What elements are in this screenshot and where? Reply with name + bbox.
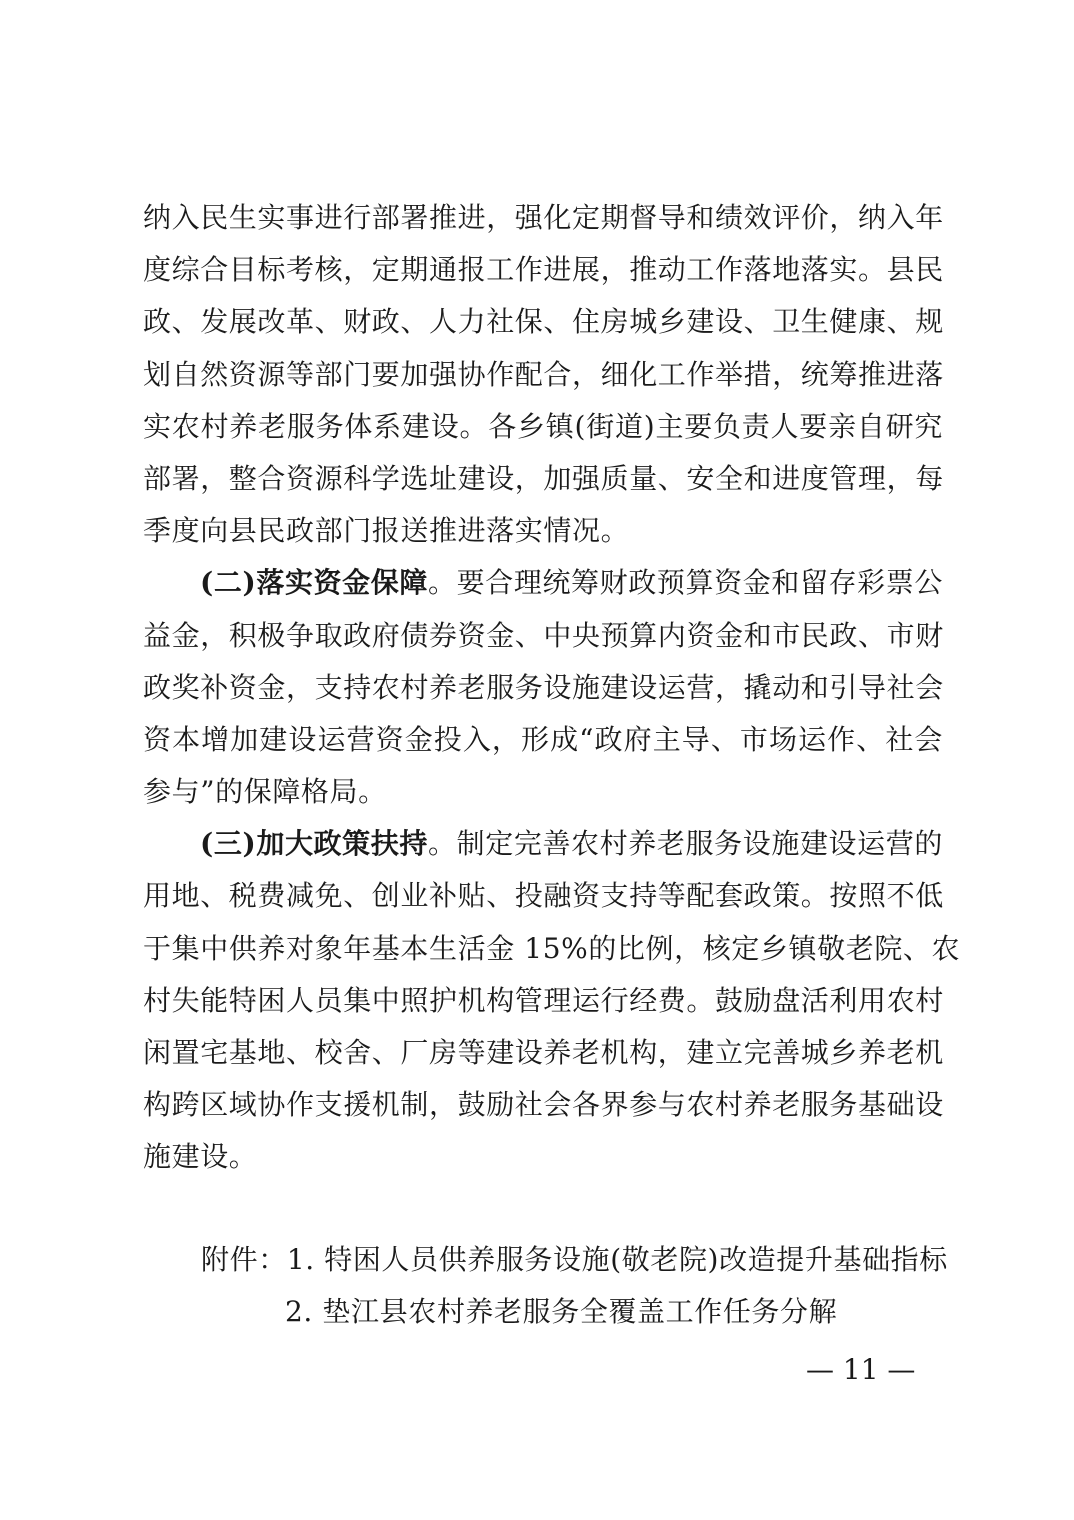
text-span: 。制定完善农村养老服务设施建设运营的 xyxy=(428,827,943,861)
text-line: 村失能特困人员集中照护机构管理运行经费。鼓励盘活利用农村 xyxy=(143,983,944,1017)
text-line: 纳入民生实事进行部署推进，强化定期督导和绩效评价，纳入年 xyxy=(143,201,944,234)
text-span: 。要合理统筹财政预算资金和留存彩票公 xyxy=(428,566,943,600)
text-line: 闲置宅基地、校舍、厂房等建设养老机构，建立完善城乡养老机 xyxy=(143,1036,944,1069)
paragraph-2 xyxy=(143,557,943,818)
text-line: 政奖补资金，支持农村养老服务设施建设运营，撬动和引导社会 xyxy=(143,670,944,704)
attachment-title: 1. 特困人员供养服务设施(敬老院)改造提升基础指标 xyxy=(286,1243,948,1276)
attachment-item-2 xyxy=(285,1292,837,1332)
text-line: 度综合目标考核，定期通报工作进展，推动工作落地落实。县民 xyxy=(143,253,944,287)
body-text xyxy=(143,192,961,1184)
text-line: 部署，整合资源科学选址建设，加强质量、安全和进度管理，每 xyxy=(143,461,944,495)
section-heading: (三)加大政策扶持 xyxy=(200,827,428,861)
text-line: 于集中供养对象年基本生活金 15%的比例，核定乡镇敬老院、农 xyxy=(143,931,961,965)
section-heading: (二)落实资金保障 xyxy=(200,566,428,600)
text-line: 划自然资源等部门要加强协作配合，细化工作举措，统筹推进落 xyxy=(143,357,944,391)
text-line: 用地、税费减免、创业补贴、投融资支持等配套政策。按照不低 xyxy=(143,879,944,913)
text-line: 政、发展改革、财政、人力社保、住房城乡建设、卫生健康、规 xyxy=(143,305,944,339)
attachment-label: 附件： xyxy=(201,1243,287,1276)
text-line xyxy=(143,818,943,870)
text-line: 施建设。 xyxy=(143,1140,258,1174)
paragraph-3 xyxy=(143,818,961,1183)
text-line: 参与”的保障格局。 xyxy=(143,775,387,809)
attachment-title: 2. 垫江县农村养老服务全覆盖工作任务分解 xyxy=(285,1295,838,1328)
text-line: 益金，积极争取政府债券资金、中央预算内资金和市民政、市财 xyxy=(143,618,944,652)
text-line xyxy=(143,557,943,609)
text-line: 构跨区域协作支援机制，鼓励社会各界参与农村养老服务基础设 xyxy=(143,1088,944,1122)
attachment-item-1 xyxy=(201,1240,948,1280)
paragraph-1 xyxy=(143,192,943,557)
page-number: — 11 — xyxy=(806,1353,916,1386)
text-line: 季度向县民政部门报送推进落实情况。 xyxy=(143,514,630,548)
text-line: 资本增加建设运营资金投入，形成“政府主导、市场运作、社会 xyxy=(143,722,943,756)
text-line: 实农村养老服务体系建设。各乡镇(街道)主要负责人要亲自研究 xyxy=(143,409,943,443)
